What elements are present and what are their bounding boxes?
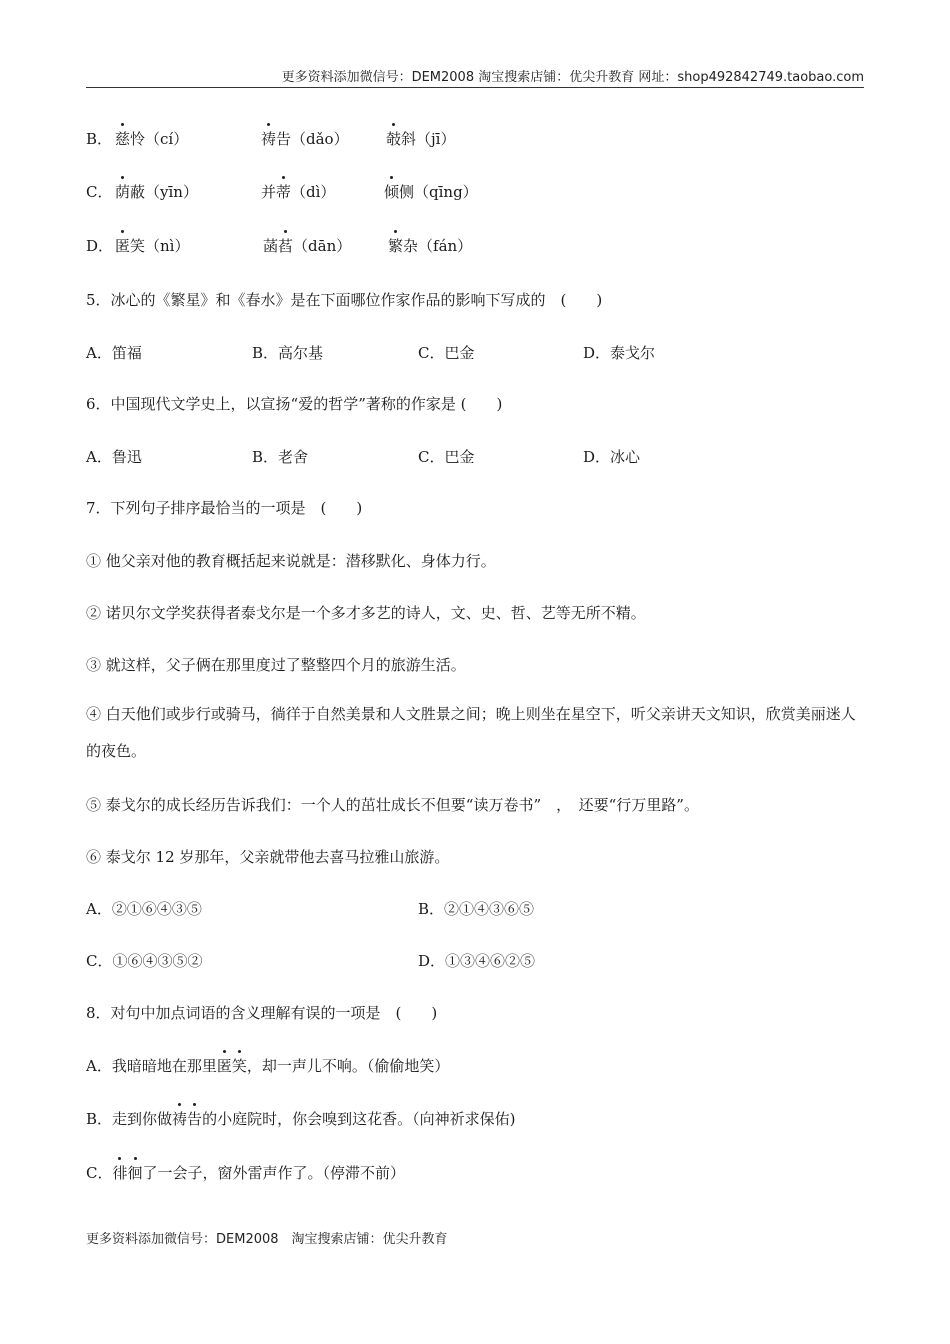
pinyin-rest: 告（dǎo）	[276, 130, 349, 148]
q6-stem: 6．中国现代文学史上，以宣扬“爱的哲学”著称的作家是 ( )	[86, 395, 503, 413]
q8-option-c	[86, 1163, 864, 1183]
page-footer: 更多资料添加微信号：DEM2008 淘宝搜索店铺：优尖升教育	[86, 1232, 448, 1247]
q5-stem: 5．冰心的《繁星》和《春水》是在下面哪位作家作品的影响下写成的 ( )	[86, 291, 603, 309]
pinyin-item	[263, 236, 351, 256]
dotted-char: 匿	[115, 237, 131, 255]
pinyin-rest: 侧（qīng）	[399, 183, 478, 201]
dotted-char: 攲	[386, 130, 402, 148]
option-c: C．①⑥④③⑤②	[86, 952, 203, 970]
page-header: 更多资料添加微信号：DEM2008 淘宝搜索店铺：优尖升教育 网址：shop492842749.taobao.com	[281, 70, 864, 85]
dotted-char: 萏	[278, 237, 294, 255]
option-d: D．泰戈尔	[583, 344, 656, 362]
option-text: ，却一声儿不响。（偷偷地笑）	[246, 1057, 450, 1075]
dotted-char: 蒂	[276, 183, 292, 201]
dotted-char: 倾	[384, 183, 400, 201]
pinyin-item	[115, 129, 188, 149]
pinyin-item	[115, 182, 198, 202]
option-a: A．笛福	[86, 344, 142, 362]
q7-stem: 7．下列句子排序最恰当的一项是 ( )	[86, 499, 363, 517]
dotted-char: 繁	[388, 237, 404, 255]
option-b: B．高尔基	[252, 344, 324, 362]
plain-char: 菡	[263, 237, 279, 255]
option-c: C．巴金	[418, 448, 475, 466]
dotted-char: 慈	[115, 130, 131, 148]
dotted-char: 告	[187, 1110, 203, 1128]
option-text: A．我暗暗地在那里	[86, 1057, 217, 1075]
option-text: 的小庭院时，你会嗅到这花香。（向神祈求保佑)	[202, 1110, 516, 1128]
option-text: B．走到你做	[86, 1110, 173, 1128]
pinyin-item	[386, 129, 455, 149]
option-label: B．	[86, 130, 113, 148]
option-a: A．②①⑥④③⑤	[86, 900, 202, 918]
q7-sentence-3: ③ 就这样，父子俩在那里度过了整整四个月的旅游生活。	[86, 656, 466, 674]
pinyin-rest: 笑（nì）	[130, 237, 190, 255]
pinyin-item	[261, 182, 335, 202]
dotted-char: 荫	[115, 183, 131, 201]
q7-sentence-2: ② 诺贝尔文学奖获得者泰戈尔是一个多才多艺的诗人，文、史、哲、艺等无所不精。	[86, 604, 646, 622]
option-d: D．①③④⑥②⑤	[418, 952, 536, 970]
option-text: 了一会子，窗外雷声作了。（停滞不前）	[142, 1164, 406, 1182]
header-rule	[86, 87, 864, 88]
option-b: B．老舍	[252, 448, 309, 466]
pinyin-item	[115, 236, 189, 256]
pinyin-rest: 斜（jī）	[401, 130, 456, 148]
dotted-char: 徘	[112, 1164, 128, 1182]
dotted-char: 徊	[127, 1164, 143, 1182]
q7-sentence-6: ⑥ 泰戈尔 12 岁那年，父亲就带他去喜马拉雅山旅游。	[86, 848, 450, 866]
plain-char: 并	[261, 183, 277, 201]
q7-sentence-4: ④ 白天他们或步行或骑马，徜徉于自然美景和人文胜景之间；晚上则坐在星空下，听父亲讲天文知识，欣赏美丽迷人的夜色。	[86, 705, 856, 760]
pinyin-item	[261, 129, 349, 149]
pinyin-rest: （dān）	[293, 237, 352, 255]
pinyin-rest: 杂（fán）	[403, 237, 473, 255]
q8-option-b	[86, 1109, 864, 1129]
pinyin-rest: 怜（cí）	[130, 130, 189, 148]
option-text: C．	[86, 1164, 113, 1182]
dotted-char: 祷	[172, 1110, 188, 1128]
pinyin-item	[384, 182, 478, 202]
option-a: A．鲁迅	[86, 448, 142, 466]
pinyin-rest: （dì）	[291, 183, 336, 201]
dotted-char: 祷	[261, 130, 277, 148]
pinyin-rest: 蔽（yīn）	[130, 183, 198, 201]
pinyin-item	[388, 236, 472, 256]
option-b: B．②①④③⑥⑤	[418, 900, 535, 918]
dotted-char: 匿	[216, 1057, 232, 1075]
q8-option-a	[86, 1056, 864, 1076]
option-label: D．	[86, 237, 114, 255]
q7-sentence-1: ① 他父亲对他的教育概括起来说就是：潜移默化、身体力行。	[86, 552, 496, 570]
option-d: D．冰心	[583, 448, 641, 466]
dotted-char: 笑	[231, 1057, 247, 1075]
option-label: C．	[86, 183, 113, 201]
q8-stem: 8．对句中加点词语的含义理解有误的一项是 ( )	[86, 1004, 438, 1022]
option-c: C．巴金	[418, 344, 475, 362]
q7-sentence-5: ⑤ 泰戈尔的成长经历告诉我们：一个人的茁壮成长不但要“读万卷书” ， 还要“行万里路”。	[86, 796, 699, 814]
